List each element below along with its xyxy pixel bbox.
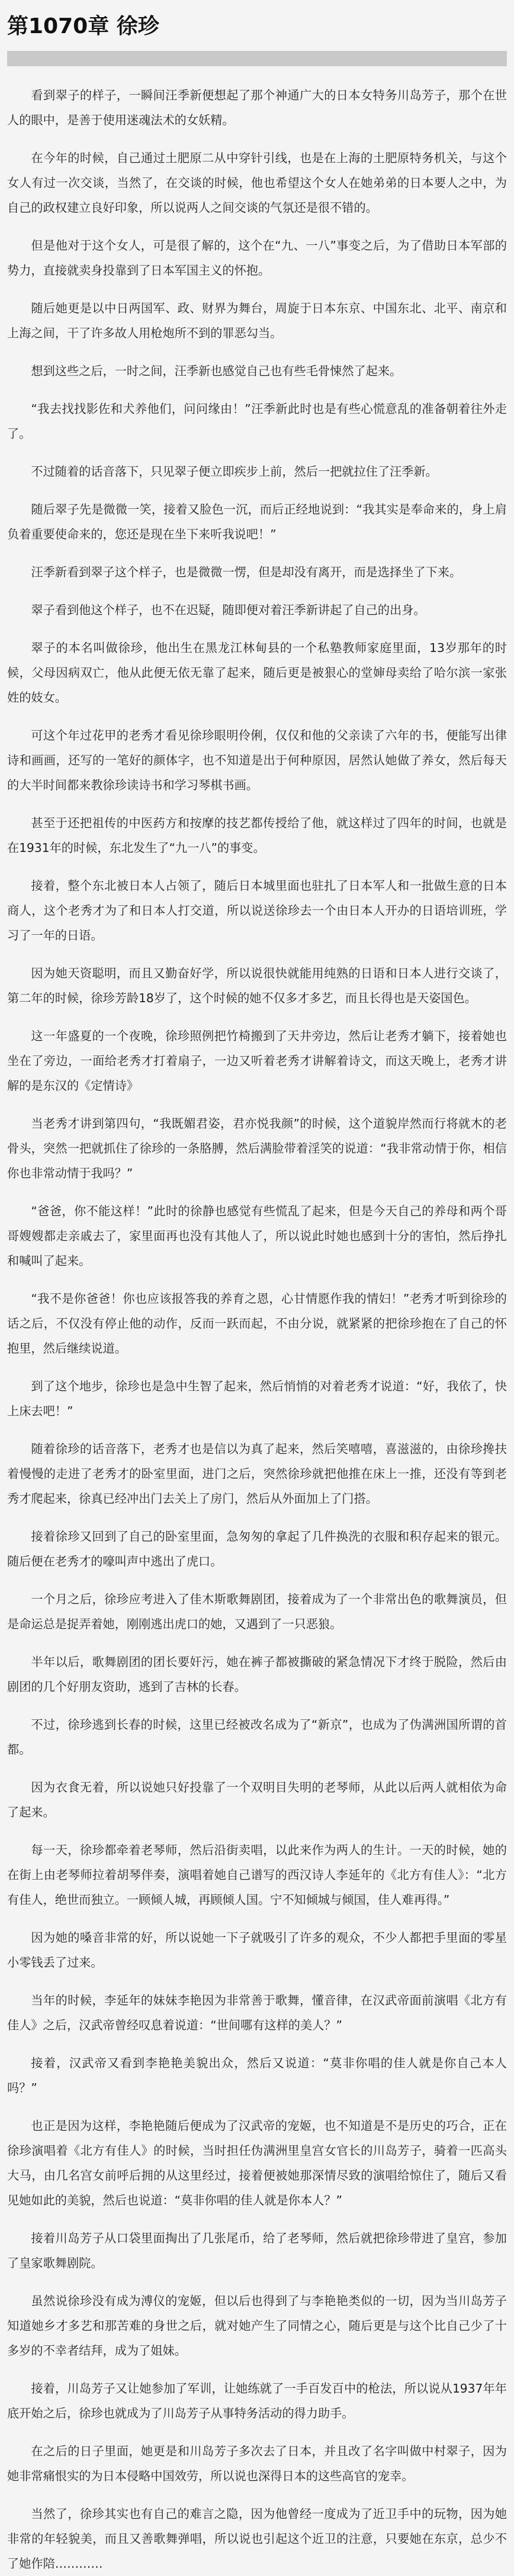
body-paragraph: 接着，整个东北被日本人占领了，随后日本城里面也驻扎了日本军人和一批做生意的日本商人，这个老秀才为了和日本人打交道，所以说送徐珍去一个由日本人开办的日语培训班，学习了一年的日语。 <box>7 879 507 942</box>
body-paragraph: 因为她的嗓音非常的好，所以说她一下子就吸引了许多的观众，不少人都把手里面的零星小零钱丢了过来。 <box>7 1931 507 1970</box>
body-paragraph: 翠子看到他这个样子，也不在迟疑，随即便对着汪季新讲起了自己的出身。 <box>31 603 426 617</box>
body-paragraph: 半年以后，歌舞剧团的团长要奸污，她在裤子都被撕破的紧急情况下才终于脱险，然后由剧团的几个好朋友资助，逃到了吉林的长春。 <box>7 1655 507 1694</box>
body-paragraph: 当年的时候，李延年的妹妹李艳因为非常善于歌舞，懂音律，在汉武帝面前演唱《北方有佳人》之后，汉武帝曾经叹息着说道：“世间哪有这样的美人？” <box>7 1993 507 2032</box>
title-divider-bar <box>7 51 507 66</box>
body-paragraph: “我去找找影佐和犬养他们，问问缘由！”汪季新此时也是有些心慌意乱的准备朝着往外走了。 <box>7 402 507 441</box>
body-paragraph: 不过随着的话音落下，只见翠子便立即疾步上前，然后一把就拉住了汪季新。 <box>31 464 438 479</box>
body-paragraph: 接着徐珍又回到了自己的卧室里面，急匆匆的拿起了几件换洗的衣服和积存起来的银元。随后便在老秀才的嚎叫声中逃出了虎口。 <box>7 1529 507 1568</box>
body-paragraph: 每一天，徐珍都牵着老琴师，然后沿街卖唱，以此来作为两人的生计。一天的时候，她的在街上由老琴师拉着胡琴伴奏，演唱着她自己谱写的西汉诗人李延年的《北方有佳人》：“北方有佳人，绝世而独立。一顾倾人城，再顾倾人国。宁不知倾城与倾国，佳人难再得。” <box>7 1843 507 1907</box>
body-paragraph: 随着徐珍的话音落下，老秀才也是信以为真了起来，然后笑嘻嘻，喜滋滋的，由徐珍搀扶着慢慢的走进了老秀才的卧室里面，进门之后，突然徐珍就把他推在床上一推，还没有等到老秀才爬起来，徐真已经冲出门去关上了房门，然后从外面加上了门搭。 <box>7 1442 507 1506</box>
body-paragraph: 虽然说徐珍没有成为溥仪的宠姬，但以后也得到了与李艳艳类似的一切，因为当川岛芳子知道她乡才多艺和那苦难的身世之后，就对她产生了同情之心，随后更是与这个比自己少了十多岁的不幸者结拜，成为了姐妹。 <box>7 2294 507 2358</box>
body-paragraph: 也正是因为这样，李艳艳随后便成为了汉武帝的宠姬，也不知道是不是历史的巧合，正在徐珍演唱着《北方有佳人》的时候，当时担任伪满洲里皇宫女官长的川岛芳子，骑着一匹高头大马，由几名宫女前呼后拥的从这里经过，接着便被她那深情尽致的演唱给惊住了，随后又看见她如此的美貌，然后也说道：“莫非你唱的佳人就是你本人？” <box>7 2119 507 2207</box>
chapter-body <box>7 83 507 2576</box>
body-paragraph: 随后她更是以中日两国军、政、财界为舞台，周旋于日本东京、中国东北、北平、南京和上海之间，干了许多故人用枪炮所不到的罪恶勾当。 <box>7 301 507 340</box>
body-paragraph: 随后翠子先是微微一笑，接着又脸色一沉，而后正经地说到：“我其实是奉命来的，身上肩负着重要使命来的，您还是现在坐下来听我说吧！” <box>7 502 507 541</box>
body-paragraph: 这一年盛夏的一个夜晚，徐珍照例把竹椅搬到了天井旁边，然后让老秀才躺下，接着她也坐在了旁边，一面给老秀才打着扇子，一边又听着老秀才讲解着诗文，而这天晚上，老秀才讲解的是东汉的《定情诗》 <box>7 1029 507 1093</box>
body-paragraph: “我不是你爸爸！你也应该报答我的养育之恩，心甘情愿作我的情妇！”老秀才听到徐珍的话之后，不仅没有停止他的动作，反而一跃而起，不由分说，就紧紧的把徐珍抱在了自己的怀抱里，然后继续说道。 <box>7 1292 507 1355</box>
body-paragraph: 不过，徐珍逃到长春的时候，这里已经被改名成为了“新京”，也成为了伪满洲国所谓的首都。 <box>7 1718 507 1757</box>
body-paragraph: 一个月之后，徐珍应考进入了佳木斯歌舞剧团，接着成为了一个非常出色的歌舞演员，但是命运总是捉弄着她，刚刚逃出虎口的她，又遇到了一只恶狼。 <box>7 1592 507 1631</box>
body-paragraph: 因为衣食无着，所以说她只好投靠了一个双明目失明的老琴师，从此以后两人就相依为命了起来。 <box>7 1780 507 1819</box>
body-paragraph: 汪季新看到翠子这个样子，也是微微一愣，但是却没有离开，而是选择坐了下来。 <box>31 565 462 579</box>
body-paragraph: 在今年的时候，自己通过土肥原二从中穿针引线，也是在上海的土肥原特务机关，与这个女人有过一次交谈，当然了，在交谈的时候，他也希望这个女人在她弟弟的日本要人之中，为自己的政权建立良好印象，所以说两人之间交谈的气氛还是很不错的。 <box>7 151 507 215</box>
body-paragraph: 可这个年过花甲的老秀才看见徐珍眼明伶俐，仅仅和他的父亲读了六年的书，便能写出律诗和画画，还写的一笔好的颜体字，也不知道是出于何种原因，居然认她做了养女，然后每天的大半时间都来教徐珍读诗书和学习琴棋书画。 <box>7 728 507 792</box>
body-paragraph: 因为她天资聪明，而且又勤奋好学，所以说很快就能用纯熟的日语和日本人进行交谈了，第二年的时候，徐珍芳龄18岁了，这个时候的她不仅多才多艺，而且长得也是天姿国色。 <box>7 966 507 1005</box>
body-paragraph: 看到翠子的样子，一瞬间汪季新便想起了那个神通广大的日本女特务川岛芳子，那个在世人的眼中，是善于使用迷魂法术的女妖精。 <box>7 88 507 127</box>
body-paragraph: 在之后的日子里面，她更是和川岛芳子多次去了日本，并且改了名字叫做中村翠子，因为她非常痛恨实的为日本侵略中国效劳，所以说也深得日本的这些高官的宠幸。 <box>7 2444 507 2483</box>
body-paragraph: 但是他对于这个女人，可是很了解的，这个在“九、一八”事变之后，为了借助日本军部的势力，直接就卖身投靠到了日本军国主义的怀抱。 <box>7 238 507 277</box>
body-paragraph: 当然了，徐珍其实也有自己的难言之隐，因为他曾经一度成为了近卫手中的玩物，因为她非常的年轻貌美，而且又善歌舞弹唱，所以说也引起这个近卫的注意，只要她在东京，总少不了她作陪………… <box>7 2507 507 2571</box>
body-paragraph: 想到这些之后，一时之间，汪季新也感觉自己也有些毛骨悚然了起来。 <box>31 364 402 378</box>
body-paragraph: 接着，汉武帝又看到李艳艳美貌出众，然后又说道：“莫非你唱的佳人就是你自己本人吗？” <box>7 2056 507 2095</box>
body-paragraph: 到了这个地步，徐珍也是急中生智了起来，然后悄悄的对着老秀才说道：“好，我依了，快上床去吧！” <box>7 1379 507 1418</box>
chapter-title: 第1070章 徐珍 <box>7 14 159 38</box>
body-paragraph: 当老秀才讲到第四句，“我既媚君姿，君亦悦我颜”的时候，这个道貌岸然而行将就木的老骨头，突然一把就抓住了徐珍的一条胳膊，然后满脸带着淫笑的说道：“我非常动情于你，相信你也非常动情于我吗？” <box>7 1116 507 1180</box>
body-paragraph: 接着川岛芳子从口袋里面掏出了几张尾币，给了老琴师，然后就把徐珍带进了皇宫，参加了皇家歌舞剧院。 <box>7 2231 507 2270</box>
body-paragraph: 甚至于还把祖传的中医药方和按摩的技艺都传授给了他，就这样过了四年的时间，也就是在1931年的时候，东北发生了“九一八”的事变。 <box>7 816 507 855</box>
body-paragraph: 翠子的本名叫做徐珍，他出生在黑龙江林甸县的一个私塾教师家庭里面，13岁那年的时候，父母因病双亡，他从此便无依无靠了起来，随后更是被狠心的堂婶母卖给了哈尔滨一家张姓的妓女。 <box>7 641 507 705</box>
body-paragraph: “爸爸，你不能这样！”此时的徐静也感觉有些慌乱了起来，但是今天自己的养母和两个哥哥嫂嫂都走亲戚去了，家里面再也没有其他人了，所以说此时她也感到十分的害怕，然后挣扎和喊叫了起来。 <box>7 1204 507 1268</box>
body-paragraph: 接着，川岛芳子又让她参加了军训，让她练就了一手百发百中的枪法，所以说从1937年年底开始之后，徐珍也就成为了川岛芳子从事特务活动的得力助手。 <box>7 2381 507 2420</box>
